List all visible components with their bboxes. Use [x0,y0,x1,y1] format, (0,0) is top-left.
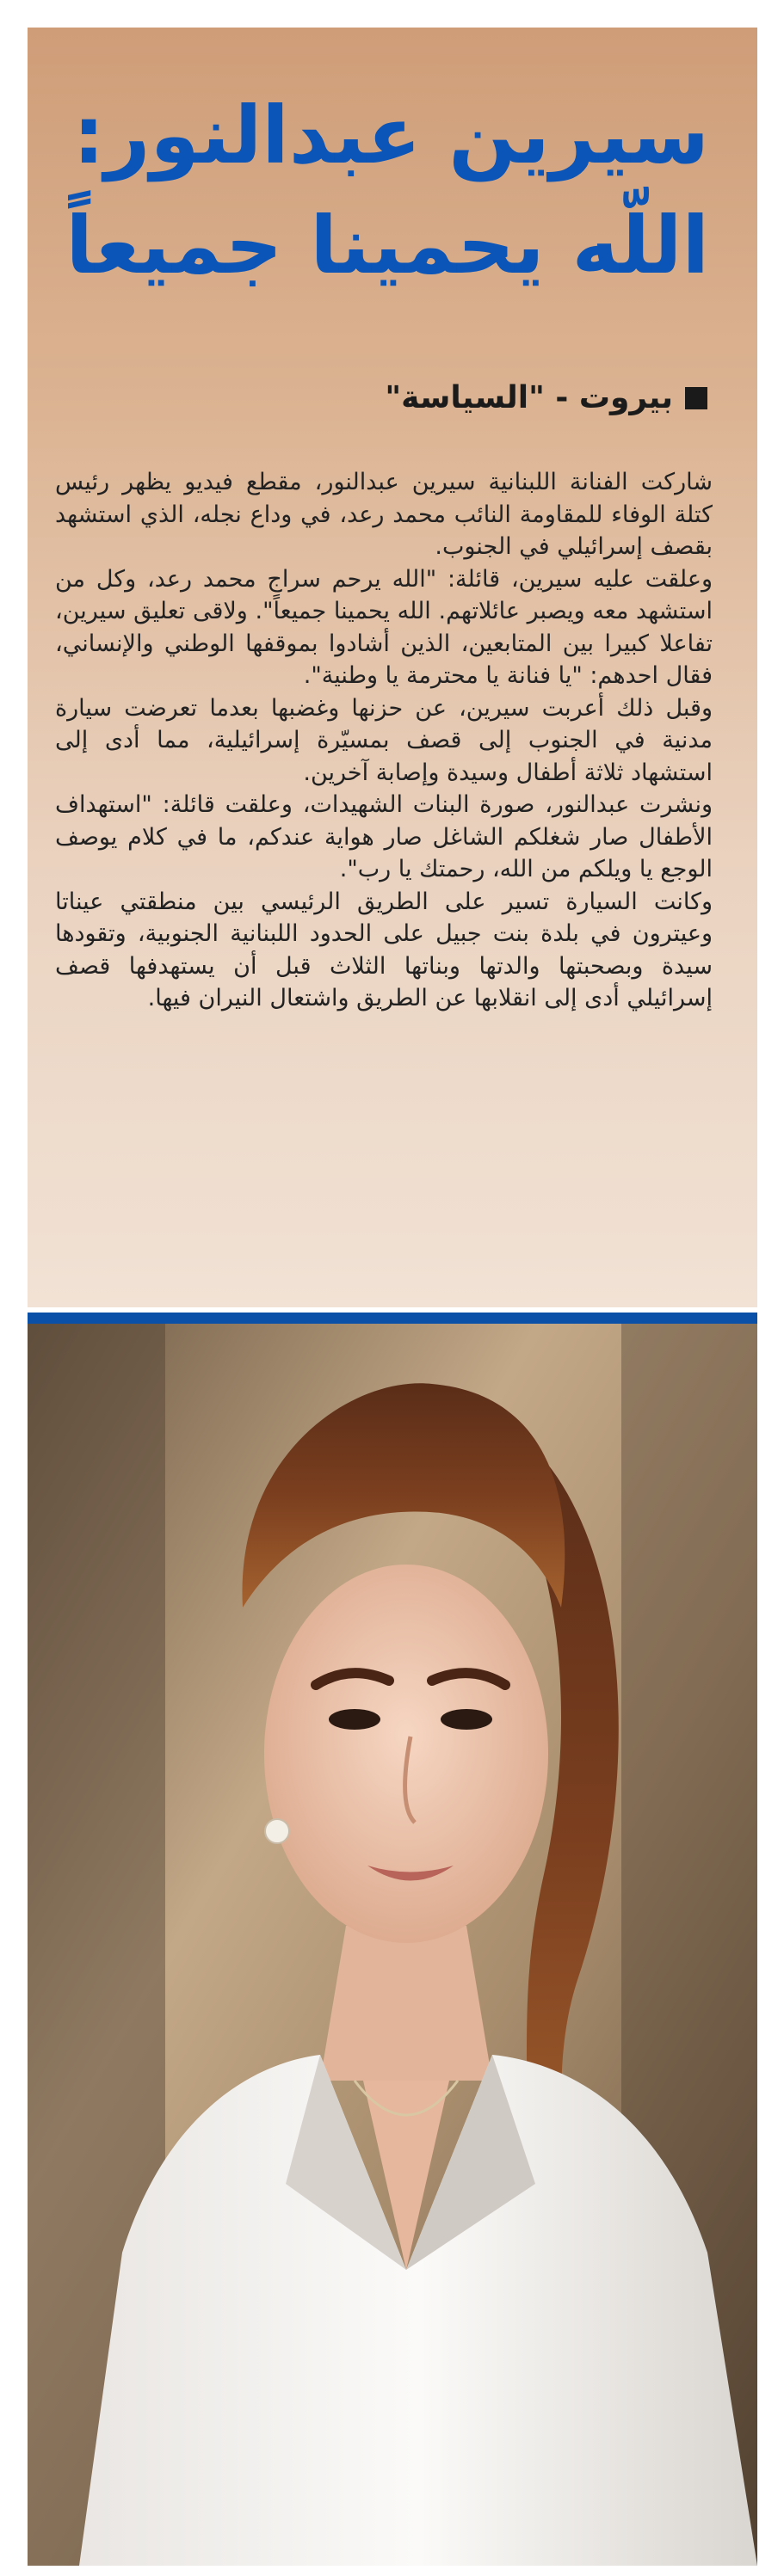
paragraph: وعلقت عليه سيرين، قائلة: "الله يرحم سراج محمد رعد، وكل من استشهد معه ويصبر عائلاتهم. الله يحمينا جميعاً". ولاقى تعليق سيرين، تفاعلا كبيرا بين المتابعين، الذين أشادوا بموقفها الوطني والإنساني، فقال احدهم: "يا فنانة يا محترمة يا وطنية". [55,565,713,689]
headline [38,81,709,301]
byline-text: بيروت - "السياسة" [385,380,673,415]
paragraph: وقبل ذلك أعربت سيرين، عن حزنها وغضبها بعدما تعرضت سيارة مدنية في الجنوب إلى قصف بمسيّرة إسرائيلية، مما أدى إلى استشهاد ثلاثة أطفال وسيدة وإصابة آخرين. [55,694,713,786]
article-body [55,466,713,1015]
paragraph: ونشرت عبدالنور، صورة البنات الشهيدات، وعلقت قائلة: "استهداف الأطفال صار شغلكم الشاغل صار هواية عندكم، ما في كلام يوصف الوجع يا ويلكم من الله، رحمتك يا رب". [55,791,713,882]
headline-line-1: سيرين عبدالنور: [72,89,709,181]
portrait-illustration [28,1324,757,2566]
divider-rule [28,1313,757,1324]
paragraph: شاركت الفنانة اللبنانية سيرين عبدالنور، مقطع فيديو يظهر رئيس كتلة الوفاء للمقاومة النائب محمد رعد، في وداع نجله، الذي استشهد بقصف إسرائيلي في الجنوب. [55,469,713,560]
bullet-square-icon [685,387,707,409]
byline [385,380,707,415]
headline-line-2: اللّه يحمينا جميعاً [65,200,709,292]
paragraph: وكانت السيارة تسير على الطريق الرئيسي بين منطقتي عيناتا وعيترون في بلدة بنت جبيل على الحدود اللبنانية الجنوبية، وتقودها سيدة وبصحبتها والدتها وبناتها الثلاث قبل أن يستهدفها قصف إسرائيلي أدى إلى انقلابها عن الطريق واشتعال النيران فيها. [55,888,713,1011]
portrait-photo [28,1324,757,2566]
article-panel [28,28,757,1307]
